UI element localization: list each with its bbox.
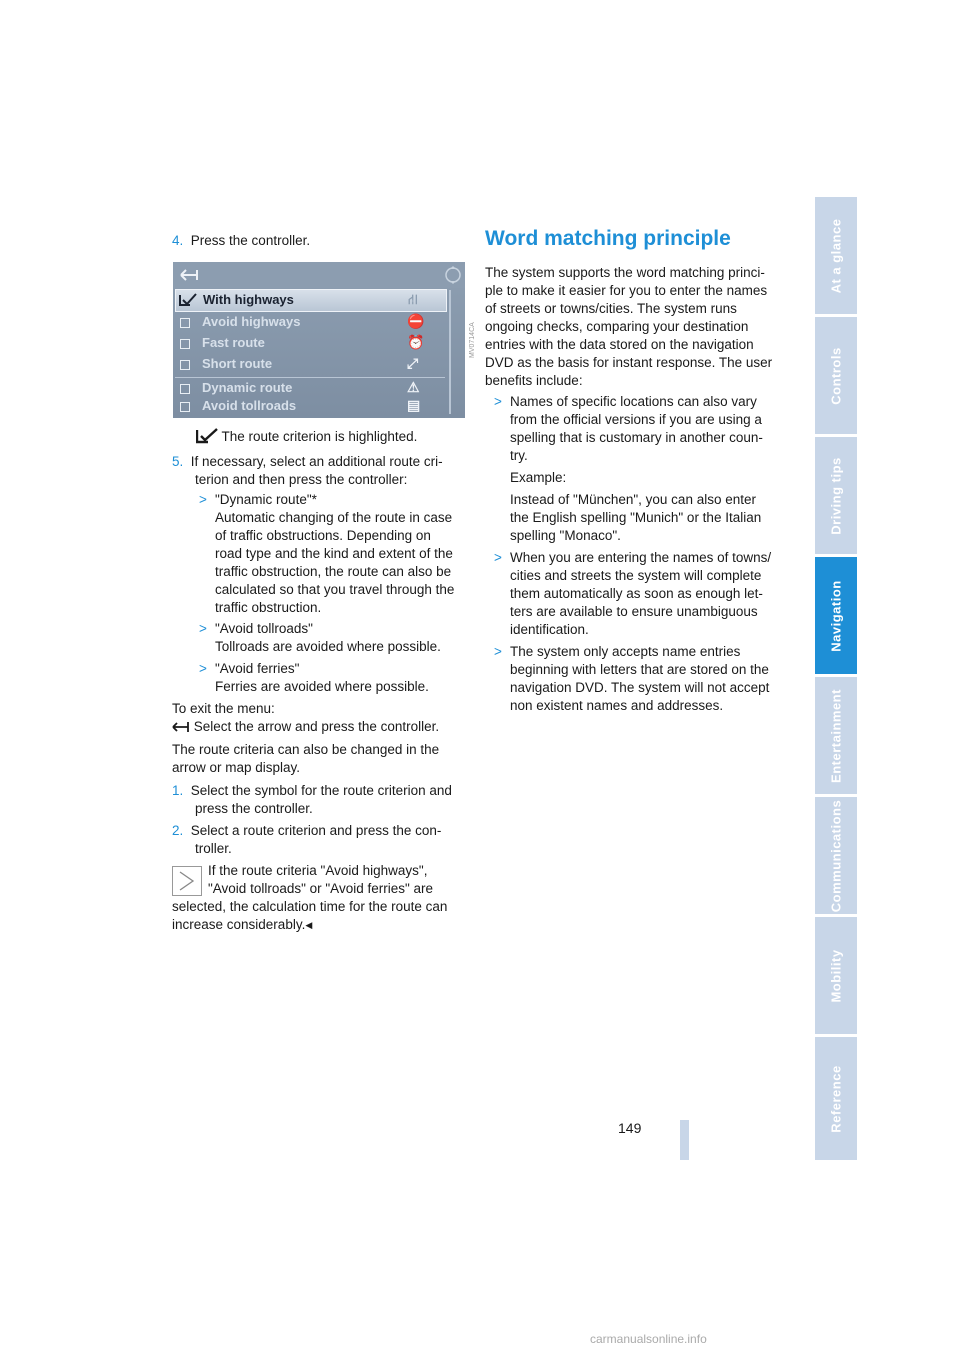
text-line: arrow or map display.	[172, 760, 301, 775]
text-line: press the controller.	[195, 801, 313, 816]
check-icon	[179, 293, 197, 307]
traffic-icon: ⚠	[407, 379, 420, 395]
bullet-dynamic-route: >	[199, 492, 207, 507]
text-line: identification.	[510, 622, 589, 637]
scroll-indicator[interactable]	[449, 290, 461, 414]
text-line: them automatically as soon as enough let-	[510, 586, 763, 601]
bullet-avoid-tollroads: >	[199, 621, 207, 636]
text-line: ple to make it easier for you to enter the names	[485, 283, 768, 298]
step-2: 2. Select a route criterion and press the con-	[172, 823, 442, 838]
screen-topbar	[173, 262, 465, 288]
bullet-avoid-ferries: >	[199, 661, 207, 676]
text-line: ters are available to ensure unambiguous	[510, 604, 758, 619]
tab-entertainment[interactable]: Entertainment	[815, 677, 857, 794]
note-arrow-icon	[173, 867, 201, 895]
intro-paragraph: The system supports the word matching princi-	[485, 265, 765, 280]
text-line: navigation DVD. The system will not accept	[510, 680, 770, 695]
tab-reference[interactable]: Reference	[815, 1037, 857, 1160]
text-line: cities and streets the system will complete	[510, 568, 762, 583]
text-line: non existent names and addresses.	[510, 698, 724, 713]
text-line: road type and the kind and extent of the	[215, 546, 453, 561]
route-option-short-route[interactable]: Short route ⤢	[175, 354, 445, 375]
end-marker-icon: ◀	[305, 920, 313, 930]
tab-mobility[interactable]: Mobility	[815, 917, 857, 1034]
route-option-fast-route[interactable]: Fast route ⏰	[175, 333, 445, 354]
back-arrow-icon	[172, 721, 190, 733]
clock-icon: ⏰	[407, 334, 425, 350]
checkbox	[180, 384, 190, 394]
text-line: Automatic changing of the route in case	[215, 510, 453, 525]
bullet-title: "Avoid tollroads"	[215, 621, 313, 636]
text-line: DVD as the basis for instant response. The user	[485, 355, 773, 370]
check-caption: The route criterion is highlighted.	[196, 428, 417, 446]
page-number-bar	[680, 1120, 689, 1160]
toll-icon: ▤	[407, 397, 421, 413]
text-line: Names of specific locations can also vary	[510, 394, 757, 409]
text-line: ongoing checks, comparing your destination	[485, 319, 749, 334]
chapter-tabs	[815, 197, 857, 1160]
step-5-cont: terion and then press the controller:	[195, 472, 408, 487]
text-line: try.	[510, 448, 528, 463]
text-line: spelling that is customary in another coun-	[510, 430, 763, 445]
route-option-with-highways[interactable]: With highways ⛙	[175, 289, 447, 312]
image-code: MV0714CA	[469, 322, 476, 358]
text-line: spelling "Monaco".	[510, 528, 621, 543]
note-last-line: increase considerably.◀	[172, 917, 313, 932]
tab-controls[interactable]: Controls	[815, 317, 857, 434]
example-label: Example:	[510, 470, 567, 485]
bullet-title: "Avoid ferries"	[215, 661, 300, 676]
note-text: If the route criteria "Avoid highways",	[208, 863, 428, 878]
exit-title: To exit the menu:	[172, 701, 275, 716]
text-line: selected, the calculation time for the route can	[172, 899, 448, 914]
section-heading: Word matching principle	[485, 227, 731, 250]
text-line: Instead of "München", you can also enter	[510, 492, 756, 507]
text-line: of traffic obstructions. Depending on	[215, 528, 431, 543]
text-line: traffic obstruction, the route can also be	[215, 564, 452, 579]
route-option-avoid-tollroads[interactable]: Avoid tollroads ▤	[175, 396, 445, 417]
route-option-dynamic-route[interactable]: Dynamic route ⚠	[175, 377, 445, 399]
text-line: "Avoid tollroads" or "Avoid ferries" are	[208, 881, 434, 896]
text-line: The system only accepts name entries	[510, 644, 741, 659]
step-4: 4. Press the controller.	[172, 233, 311, 248]
bullet-title: "Dynamic route"*	[215, 492, 317, 507]
text-line: beginning with letters that are stored on the	[510, 662, 769, 677]
step-1: 1. Select the symbol for the route criterion and	[172, 783, 452, 798]
text-line: benefits include:	[485, 373, 583, 388]
page-number: 149	[618, 1120, 642, 1136]
controller-icon	[443, 265, 463, 285]
checkbox	[180, 402, 190, 412]
bullet-location-names: >	[494, 394, 502, 409]
text-line: traffic obstruction.	[215, 600, 322, 615]
tab-driving-tips[interactable]: Driving tips	[815, 437, 857, 554]
note-icon	[172, 866, 202, 896]
text-line: When you are entering the names of towns/	[510, 550, 772, 565]
check-icon	[196, 428, 218, 444]
route-option-avoid-highways[interactable]: Avoid highways ⛔	[175, 312, 445, 333]
checkbox	[180, 318, 190, 328]
bullet-autocomplete: >	[494, 550, 502, 565]
no-highway-icon: ⛔	[407, 313, 425, 329]
back-arrow-icon	[179, 268, 199, 282]
highway-icon: ⛙	[408, 291, 418, 307]
text-line: from the official versions if you are using a	[510, 412, 762, 427]
tab-communications[interactable]: Communications	[815, 797, 857, 914]
text-line: of streets or towns/cities. The system runs	[485, 301, 737, 316]
text-line: Ferries are avoided where possible.	[215, 679, 429, 694]
checkbox	[180, 360, 190, 370]
exit-instruction: Select the arrow and press the controller.	[172, 718, 439, 736]
alt-paragraph: The route criteria can also be changed in the	[172, 742, 440, 757]
tab-navigation[interactable]: Navigation	[815, 557, 857, 674]
text-line: Tollroads are avoided where possible.	[215, 639, 441, 654]
text-line: the English spelling "Munich" or the Italian	[510, 510, 762, 525]
text-line: calculated so that you travel through the	[215, 582, 455, 597]
bullet-valid-entries: >	[494, 644, 502, 659]
text-line: entries with the data stored on the navigation	[485, 337, 754, 352]
line-icon: ⤢	[407, 355, 419, 371]
step-5: 5. If necessary, select an additional route cri-	[172, 454, 443, 469]
checkbox	[180, 339, 190, 349]
footer-watermark: carmanualsonline.info	[590, 1332, 707, 1346]
route-criteria-screen	[173, 262, 465, 418]
text-line: troller.	[195, 841, 232, 856]
tab-at-a-glance[interactable]: At a glance	[815, 197, 857, 314]
